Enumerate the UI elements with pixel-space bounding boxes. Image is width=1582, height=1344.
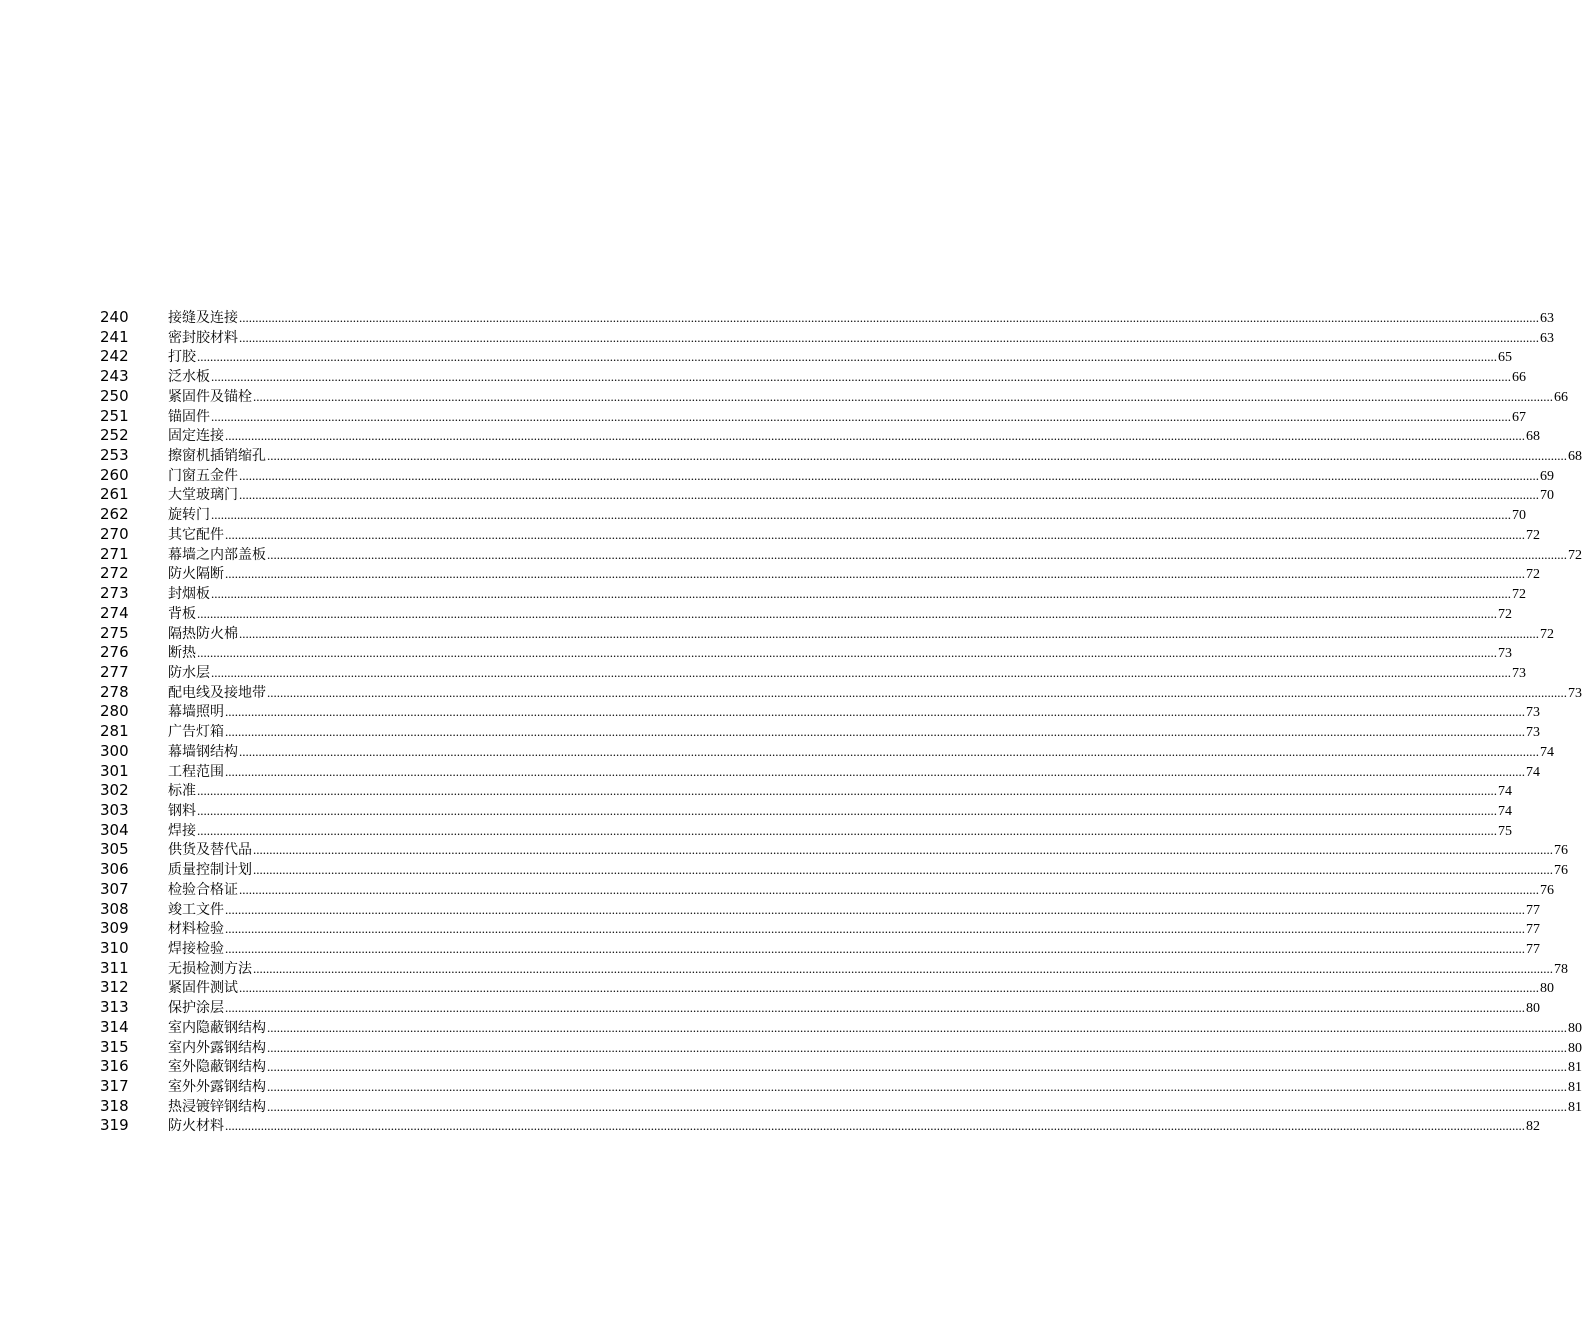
dot-leader: ................................................................................................................................................................................................................................................................................................................................................................................................................ (225, 566, 1525, 582)
toc-entry-page-number: 76 (1554, 843, 1568, 859)
toc-entry-title[interactable]: 接缝及连接 (168, 310, 238, 326)
toc-entry-title[interactable]: 幕墙钢结构 (168, 743, 238, 760)
dot-leader: ................................................................................................................................................................................................................................................................................................................................................................................................................ (253, 862, 1553, 878)
toc-entry-title[interactable]: 断热 (168, 645, 196, 662)
toc-entry-title[interactable]: 供货及替代品 (168, 842, 252, 859)
toc-entry-title[interactable]: 密封胶材料 (168, 329, 238, 346)
toc-entry-page-number: 68 (1526, 429, 1540, 445)
toc-entry-number: 270 (100, 524, 129, 543)
dot-leader: ................................................................................................................................................................................................................................................................................................................................................................................................................ (267, 1019, 1567, 1035)
toc-entry[interactable] (100, 485, 1554, 505)
toc-entry-title[interactable]: 热浸镀锌钢结构 (168, 1098, 266, 1115)
dot-leader: ................................................................................................................................................................................................................................................................................................................................................................................................................ (239, 980, 1539, 996)
toc-entry-page-number: 82 (1526, 1119, 1540, 1135)
toc-entry-number: 250 (100, 386, 129, 405)
toc-entry-number: 272 (100, 564, 129, 583)
toc-entry-number: 301 (100, 761, 129, 780)
toc-entry-number: 252 (100, 426, 129, 445)
toc-entry[interactable] (100, 741, 1554, 762)
toc-entry-title[interactable]: 室外隐蔽钢结构 (168, 1059, 266, 1076)
toc-entry-number: 271 (100, 544, 129, 563)
toc-entry-page-number: 76 (1554, 863, 1568, 879)
toc-entry-number: 317 (100, 1077, 129, 1096)
toc-entry-title[interactable]: 保护涂层 (168, 1000, 224, 1017)
toc-entry-number: 242 (100, 347, 129, 366)
toc-entry-title[interactable]: 背板 (168, 605, 196, 622)
toc-entry[interactable] (100, 820, 1512, 841)
toc-entry-page-number: 68 (1568, 449, 1582, 465)
toc-entry-number: 260 (100, 465, 129, 484)
toc-entry-number: 309 (100, 919, 129, 938)
toc-entry-title[interactable]: 室外外露钢结构 (168, 1079, 266, 1096)
dot-leader: ................................................................................................................................................................................................................................................................................................................................................................................................................ (225, 1000, 1525, 1016)
toc-entry[interactable] (100, 505, 1526, 525)
toc-entry-number: 312 (100, 978, 129, 997)
toc-entry-page-number: 77 (1526, 922, 1540, 938)
toc-entry[interactable] (100, 1017, 1582, 1038)
dot-leader: ................................................................................................................................................................................................................................................................................................................................................................................................................ (197, 605, 1497, 621)
dot-leader: ................................................................................................................................................................................................................................................................................................................................................................................................................ (211, 369, 1511, 385)
toc-entry-number: 277 (100, 662, 129, 681)
toc-entry[interactable] (100, 919, 1540, 939)
dot-leader: ................................................................................................................................................................................................................................................................................................................................................................................................................ (197, 802, 1497, 818)
toc-entry-page-number: 73 (1498, 646, 1512, 662)
toc-entry-title[interactable]: 材料检验 (168, 921, 224, 938)
toc-entry[interactable] (100, 524, 1540, 545)
toc-entry-number: 304 (100, 820, 129, 839)
toc-entry-title[interactable]: 紧固件测试 (168, 980, 238, 997)
dot-leader: ................................................................................................................................................................................................................................................................................................................................................................................................................ (197, 783, 1497, 799)
toc-entry-number: 315 (100, 1037, 129, 1056)
toc-entry-number: 274 (100, 603, 129, 622)
toc-entry-title[interactable]: 室内隐蔽钢结构 (168, 1019, 266, 1036)
toc-entry[interactable] (100, 978, 1554, 998)
toc-entry-page-number: 73 (1526, 705, 1540, 721)
dot-leader: ................................................................................................................................................................................................................................................................................................................................................................................................................ (267, 1079, 1567, 1095)
toc-entry[interactable] (100, 623, 1554, 644)
dot-leader: ................................................................................................................................................................................................................................................................................................................................................................................................................ (225, 428, 1525, 444)
toc-entry[interactable] (100, 879, 1554, 900)
toc-entry-number: 313 (100, 998, 129, 1017)
toc-entry-title[interactable]: 室内外露钢结构 (168, 1039, 266, 1056)
toc-entry-page-number: 69 (1540, 468, 1554, 484)
toc-entry-title[interactable]: 锚固件 (168, 408, 210, 425)
toc-entry-number: 280 (100, 702, 129, 721)
dot-leader: ................................................................................................................................................................................................................................................................................................................................................................................................................ (267, 1098, 1567, 1114)
toc-entry[interactable] (100, 1096, 1582, 1117)
dot-leader: ................................................................................................................................................................................................................................................................................................................................................................................................................ (197, 645, 1497, 661)
toc-entry-number: 302 (100, 781, 129, 800)
toc-entry[interactable] (100, 564, 1540, 584)
toc-entry-page-number: 80 (1568, 1020, 1582, 1036)
toc-entry-page-number: 80 (1568, 1040, 1582, 1056)
toc-entry-number: 300 (100, 741, 129, 760)
toc-entry-number: 311 (100, 958, 129, 977)
toc-entry-page-number: 78 (1554, 961, 1568, 977)
toc-entry-title[interactable]: 配电线及接地带 (168, 684, 266, 701)
toc-entry-title[interactable]: 防火材料 (168, 1118, 224, 1135)
toc-entry-number: 262 (100, 505, 129, 524)
toc-entry-title[interactable]: 泛水板 (168, 369, 210, 386)
toc-entry-number: 261 (100, 485, 129, 504)
toc-entry-title[interactable]: 隔热防火棉 (168, 625, 238, 642)
dot-leader: ................................................................................................................................................................................................................................................................................................................................................................................................................ (197, 349, 1497, 365)
toc-entry-page-number: 72 (1526, 567, 1540, 583)
toc-entry[interactable] (100, 998, 1540, 1018)
toc-entry[interactable] (100, 860, 1568, 880)
toc-entry[interactable] (100, 781, 1512, 801)
toc-entry-number: 240 (100, 308, 129, 326)
toc-entry-number: 307 (100, 879, 129, 898)
toc-entry-page-number: 81 (1568, 1099, 1582, 1115)
dot-leader: ................................................................................................................................................................................................................................................................................................................................................................................................................ (253, 842, 1553, 858)
toc-entry-page-number: 81 (1568, 1060, 1582, 1076)
toc-entry-page-number: 65 (1498, 350, 1512, 366)
toc-entry[interactable] (100, 761, 1540, 782)
dot-leader: ................................................................................................................................................................................................................................................................................................................................................................................................................ (267, 684, 1567, 700)
dot-leader: ................................................................................................................................................................................................................................................................................................................................................................................................................ (267, 1059, 1567, 1075)
toc-entry-page-number: 76 (1540, 882, 1554, 898)
toc-entry-page-number: 63 (1540, 311, 1554, 326)
toc-entry[interactable] (100, 722, 1540, 742)
toc-entry-title[interactable]: 竣工文件 (168, 901, 224, 918)
toc-entry-page-number: 74 (1498, 803, 1512, 819)
dot-leader: ................................................................................................................................................................................................................................................................................................................................................................................................................ (267, 1039, 1567, 1055)
toc-entry-page-number: 72 (1512, 587, 1526, 603)
dot-leader: ................................................................................................................................................................................................................................................................................................................................................................................................................ (239, 310, 1539, 325)
toc-entry-number: 305 (100, 840, 129, 859)
toc-entry-title[interactable]: 广告灯箱 (168, 724, 224, 741)
dot-leader: ................................................................................................................................................................................................................................................................................................................................................................................................................ (197, 822, 1497, 838)
toc-entry-page-number: 70 (1512, 508, 1526, 524)
toc-entry[interactable] (100, 327, 1554, 348)
toc-entry-page-number: 72 (1540, 626, 1554, 642)
toc-entry[interactable] (100, 347, 1512, 367)
toc-entry-number: 319 (100, 1116, 129, 1135)
dot-leader: ................................................................................................................................................................................................................................................................................................................................................................................................................ (239, 625, 1539, 641)
toc-entry-number: 306 (100, 860, 129, 879)
dot-leader: ................................................................................................................................................................................................................................................................................................................................................................................................................ (239, 329, 1539, 345)
toc-entry-title[interactable]: 紧固件及锚栓 (168, 388, 252, 405)
toc-entry-title[interactable]: 旋转门 (168, 507, 210, 524)
toc-entry-title[interactable]: 工程范围 (168, 763, 224, 780)
toc-entry[interactable] (100, 584, 1526, 604)
toc-entry[interactable] (100, 446, 1582, 466)
toc-entry[interactable] (100, 1116, 1540, 1136)
toc-entry[interactable] (100, 800, 1512, 821)
toc-entry-page-number: 73 (1512, 665, 1526, 681)
toc-entry-title[interactable]: 防火隔断 (168, 566, 224, 583)
dot-leader: ................................................................................................................................................................................................................................................................................................................................................................................................................ (225, 921, 1525, 937)
toc-entry-title[interactable]: 钢料 (168, 802, 196, 819)
toc-entry-title[interactable]: 其它配件 (168, 526, 224, 543)
toc-entry[interactable] (100, 1037, 1582, 1058)
toc-entry-title[interactable]: 标准 (168, 783, 196, 800)
dot-leader: ................................................................................................................................................................................................................................................................................................................................................................................................................ (239, 743, 1539, 759)
toc-entry-number: 273 (100, 584, 129, 603)
dot-leader: ................................................................................................................................................................................................................................................................................................................................................................................................................ (225, 763, 1525, 779)
toc-entry[interactable] (100, 662, 1526, 683)
toc-entry-page-number: 72 (1526, 527, 1540, 543)
dot-leader: ................................................................................................................................................................................................................................................................................................................................................................................................................ (225, 704, 1525, 720)
toc-entry-number: 316 (100, 1057, 129, 1076)
toc-entry-number: 303 (100, 800, 129, 819)
toc-entry[interactable] (100, 308, 1554, 328)
toc-entry-title[interactable]: 无损检测方法 (168, 960, 252, 977)
toc-entry-title[interactable]: 固定连接 (168, 428, 224, 445)
toc-entry[interactable] (100, 682, 1582, 703)
toc-entry-page-number: 74 (1498, 784, 1512, 800)
dot-leader: ................................................................................................................................................................................................................................................................................................................................................................................................................ (267, 448, 1567, 464)
dot-leader: ................................................................................................................................................................................................................................................................................................................................................................................................................ (211, 507, 1511, 523)
toc-entry[interactable] (100, 702, 1540, 722)
toc-entry-title[interactable]: 防水层 (168, 664, 210, 681)
toc-entry[interactable] (100, 367, 1526, 387)
toc-entry[interactable] (100, 465, 1554, 486)
toc-entry-page-number: 70 (1540, 488, 1554, 504)
dot-leader: ................................................................................................................................................................................................................................................................................................................................................................................................................ (225, 526, 1525, 542)
toc-entry-title[interactable]: 质量控制计划 (168, 862, 252, 879)
dot-leader: ................................................................................................................................................................................................................................................................................................................................................................................................................ (225, 941, 1525, 956)
toc-entry-number: 243 (100, 367, 129, 386)
dot-leader: ................................................................................................................................................................................................................................................................................................................................................................................................................ (225, 1118, 1525, 1134)
toc-entry-title[interactable]: 焊接 (168, 822, 196, 839)
toc-entry-page-number: 77 (1526, 942, 1540, 957)
toc-entry-number: 251 (100, 406, 129, 425)
toc-entry-page-number: 80 (1540, 981, 1554, 997)
dot-leader: ................................................................................................................................................................................................................................................................................................................................................................................................................ (253, 960, 1553, 976)
toc-entry-title[interactable]: 检验合格证 (168, 881, 238, 898)
toc-entry-title[interactable]: 打胶 (168, 349, 196, 366)
toc-entry-number: 241 (100, 327, 129, 346)
dot-leader: ................................................................................................................................................................................................................................................................................................................................................................................................................ (211, 664, 1511, 680)
toc-entry-page-number: 80 (1526, 1001, 1540, 1017)
toc-entry[interactable] (100, 426, 1540, 446)
toc-entry-number: 308 (100, 899, 129, 918)
toc-entry-page-number: 73 (1526, 725, 1540, 741)
toc-entry[interactable] (100, 899, 1540, 920)
dot-leader: ................................................................................................................................................................................................................................................................................................................................................................................................................ (211, 586, 1511, 602)
toc-entry-number: 318 (100, 1096, 129, 1115)
toc-entry-title[interactable]: 幕墙之内部盖板 (168, 546, 266, 563)
toc-entry-number: 276 (100, 643, 129, 662)
toc-entry-page-number: 66 (1554, 389, 1568, 405)
toc-entry[interactable] (100, 1077, 1582, 1097)
toc-entry[interactable] (100, 840, 1568, 860)
dot-leader: ................................................................................................................................................................................................................................................................................................................................................................................................................ (239, 881, 1539, 897)
toc-entry-title[interactable]: 大堂玻璃门 (168, 487, 238, 504)
toc-entry[interactable] (100, 939, 1540, 959)
toc-entry-page-number: 77 (1526, 902, 1540, 918)
dot-leader: ................................................................................................................................................................................................................................................................................................................................................................................................................ (225, 724, 1525, 740)
toc-entry-number: 281 (100, 722, 129, 741)
toc-entry-number: 275 (100, 623, 129, 642)
toc-entry-number: 253 (100, 446, 129, 465)
toc-entry-page-number: 74 (1540, 744, 1554, 760)
dot-leader: ................................................................................................................................................................................................................................................................................................................................................................................................................ (239, 467, 1539, 483)
dot-leader: ................................................................................................................................................................................................................................................................................................................................................................................................................ (253, 388, 1553, 404)
toc-entry-page-number: 72 (1568, 547, 1582, 563)
dot-leader: ................................................................................................................................................................................................................................................................................................................................................................................................................ (211, 408, 1511, 424)
toc-entry[interactable] (100, 1057, 1582, 1077)
toc-entry[interactable] (100, 643, 1512, 663)
toc-entry-number: 314 (100, 1017, 129, 1036)
toc-entry[interactable] (100, 603, 1512, 624)
toc-entry[interactable] (100, 958, 1568, 979)
dot-leader: ................................................................................................................................................................................................................................................................................................................................................................................................................ (267, 546, 1567, 562)
toc-entry-title[interactable]: 擦窗机插销缩孔 (168, 448, 266, 465)
toc-entry-title[interactable]: 幕墙照明 (168, 704, 224, 721)
toc-entry-number: 310 (100, 939, 129, 957)
toc-entry-page-number: 67 (1512, 409, 1526, 425)
dot-leader: ................................................................................................................................................................................................................................................................................................................................................................................................................ (239, 487, 1539, 503)
toc-entry[interactable] (100, 544, 1582, 565)
toc-entry-page-number: 66 (1512, 370, 1526, 386)
toc-entry-page-number: 63 (1540, 330, 1554, 346)
toc-entry-title[interactable]: 焊接检验 (168, 941, 224, 957)
table-of-contents (100, 308, 1582, 1136)
toc-entry-number: 278 (100, 682, 129, 701)
dot-leader: ................................................................................................................................................................................................................................................................................................................................................................................................................ (225, 901, 1525, 917)
toc-entry-page-number: 81 (1568, 1080, 1582, 1096)
toc-entry-page-number: 74 (1526, 764, 1540, 780)
toc-entry[interactable] (100, 386, 1568, 407)
toc-entry-page-number: 72 (1498, 606, 1512, 622)
toc-entry-title[interactable]: 门窗五金件 (168, 467, 238, 484)
toc-entry[interactable] (100, 406, 1526, 427)
toc-entry-page-number: 75 (1498, 823, 1512, 839)
toc-entry-title[interactable]: 封烟板 (168, 586, 210, 603)
toc-entry-page-number: 73 (1568, 685, 1582, 701)
